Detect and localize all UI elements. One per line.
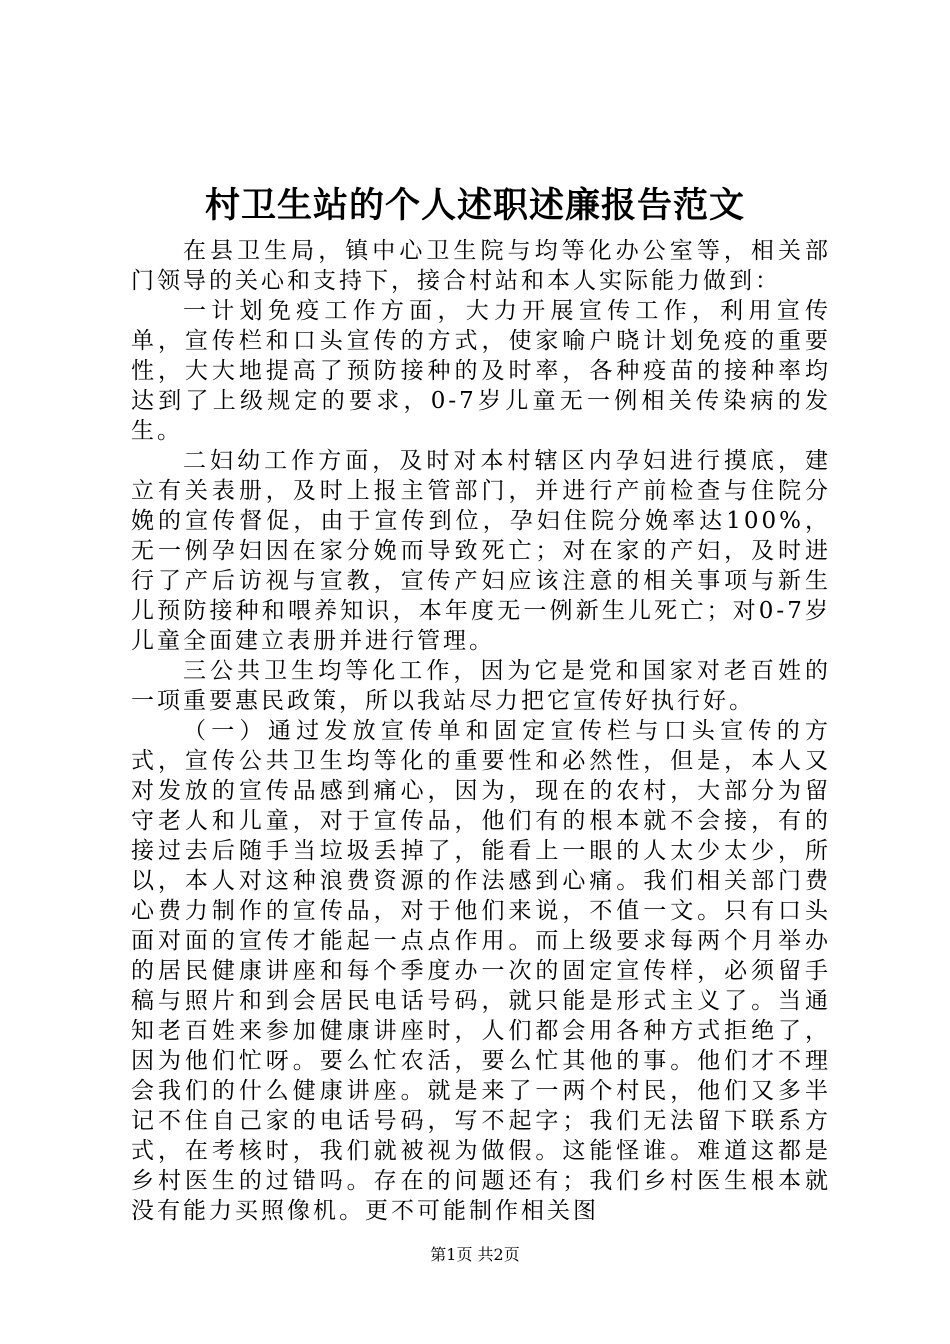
paragraph-maternal-child: 二妇幼工作方面，及时对本村辖区内孕妇进行摸底，建立有关表册，及时上报主管部门，并进行产前检查与住院分娩的宣传督促，由于宣传到位，孕妇住院分娩率达100%，无一例孕妇因在家分娩而导致死亡；对在家的产妇，及时进行了产后访视与宣教，宣传产妇应该注意的相关事项与新生儿预防接种和喂养知识，本年度无一例新生儿死亡；对0-7岁儿童全面建立表册并进行管理。 [131, 448, 831, 654]
page-number-footer: 第1页 共2页 [430, 1245, 520, 1264]
paragraph-immunization: 一计划免疫工作方面，大力开展宣传工作，利用宣传单，宣传栏和口头宣传的方式，使家喻户晓计划免疫的重要性，大大地提高了预防接种的及时率，各种疫苗的接种率均达到了上级规定的要求，0-7岁儿童无一例相关传染病的发生。 [131, 298, 831, 444]
paragraph-public-health: 三公共卫生均等化工作，因为它是党和国家对老百姓的一项重要惠民政策，所以我站尽力把它宣传好执行好。 [131, 658, 831, 714]
paragraph-intro: 在县卫生局，镇中心卫生院与均等化办公室等，相关部门领导的关心和支持下，接合村站和本人实际能力做到： [131, 238, 831, 294]
document-title: 村卫生站的个人述职述廉报告范文 [204, 185, 745, 226]
document-body [131, 236, 831, 1226]
paragraph-publicity: （一）通过发放宣传单和固定宣传栏与口头宣传的方式，宣传公共卫生均等化的重要性和必然性，但是，本人又对发放的宣传品感到痛心，因为，现在的农村，大部分为留守老人和儿童，对于宣传品，他们有的根本就不会接，有的接过去后随手当垃圾丢掉了，能看上一眼的人太少太少，所以，本人对这种浪费资源的作法感到心痛。我们相关部门费心费力制作的宣传品，对于他们来说，不值一文。只有口头面对面的宣传才能起一点点作用。而上级要求每两个月举办的居民健康讲座和每个季度办一次的固定宣传样，必须留手稿与照片和到会居民电话号码，就只能是形式主义了。当通知老百姓来参加健康讲座时，人们都会用各种方式拒绝了，因为他们忙呀。要么忙农活，要么忙其他的事。他们才不理会我们的什么健康讲座。就是来了一两个村民，他们又多半记不住自己家的电话号码，写不起字；我们无法留下联系方式，在考核时，我们就被视为做假。这能怪谁。难道这都是乡村医生的过错吗。存在的问题还有；我们乡村医生根本就没有能力买照像机。更不可能制作相关图 [131, 718, 831, 1224]
